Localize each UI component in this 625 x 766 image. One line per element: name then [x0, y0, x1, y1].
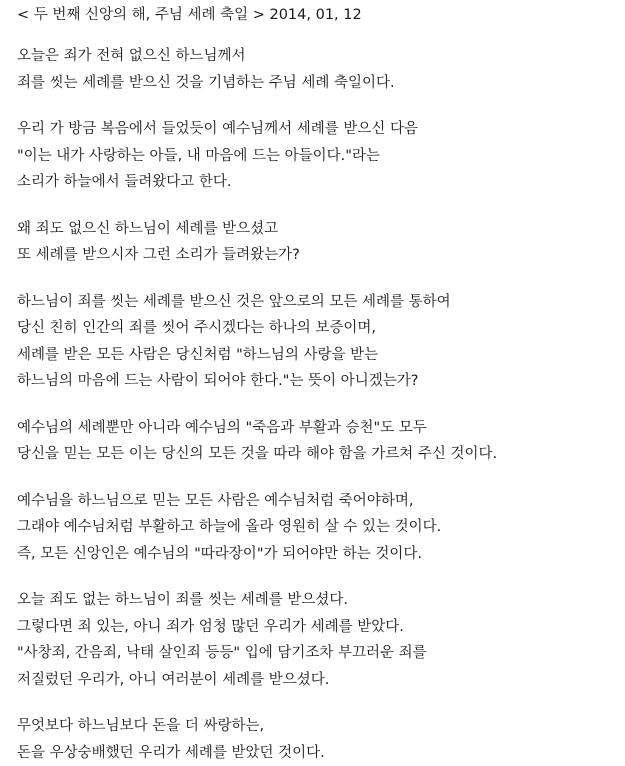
paragraph	[17, 488, 625, 568]
text-line: "이는 내가 사랑하는 아들, 내 마음에 드는 아들이다."라는	[17, 143, 625, 170]
text-line: "사창죄, 간음죄, 낙태 살인죄 등등" 입에 담기조차 부끄러운 죄를	[17, 640, 625, 667]
text-line: 오늘 죄도 없는 하느님이 죄를 씻는 세례를 받으셨다.	[17, 587, 625, 614]
paragraph	[17, 415, 625, 468]
text-line: 하느님이 죄를 씻는 세례를 받으신 것은 앞으로의 모든 세례를 통하여	[17, 289, 625, 316]
text-line: 세례를 받은 모든 사람은 당신처럼 "하느님의 사랑을 받는	[17, 342, 625, 369]
paragraph	[17, 43, 625, 96]
text-line: 저질렀던 우리가, 아니 여러분이 세례를 받으셨다.	[17, 667, 625, 694]
text-line: 또 세례를 받으시자 그런 소리가 들려왔는가?	[17, 242, 625, 269]
text-line: 오늘은 죄가 전혀 없으신 하느님께서	[17, 43, 625, 70]
text-line: 예수님을 하느님으로 믿는 모든 사람은 예수님처럼 죽어야하며,	[17, 488, 625, 515]
text-line: 즉, 모든 신앙인은 예수님의 "따라장이"가 되어야만 하는 것이다.	[17, 541, 625, 568]
text-line: 소리가 하늘에서 들려왔다고 한다.	[17, 169, 625, 196]
paragraph	[17, 116, 625, 196]
text-line: 하느님의 마음에 드는 사람이 되어야 한다."는 뜻이 아니겠는가?	[17, 368, 625, 395]
text-line: 당신 친히 인간의 죄를 씻어 주시겠다는 하나의 보증이며,	[17, 315, 625, 342]
text-line: 그렇다면 죄 있는, 아니 죄가 엄청 많던 우리가 세례를 받았다.	[17, 614, 625, 641]
text-line: 돈을 우상숭배했던 우리가 세례를 받았던 것이다.	[17, 740, 625, 766]
paragraph	[17, 216, 625, 269]
document-title: < 두 번째 신앙의 해, 주님 세례 축일 > 2014, 01, 12	[17, 5, 625, 25]
paragraph	[17, 713, 625, 766]
text-line: 죄를 씻는 세례를 받으신 것을 기념하는 주님 세례 축일이다.	[17, 70, 625, 97]
text-line: 왜 죄도 없으신 하느님이 세례를 받으셨고	[17, 216, 625, 243]
paragraph	[17, 587, 625, 693]
text-line: 당신을 믿는 모든 이는 당신의 모든 것을 따라 해야 함을 가르쳐 주신 것이다.	[17, 441, 625, 468]
text-line: 예수님의 세례뿐만 아니라 예수님의 "죽음과 부활과 승천"도 모두	[17, 415, 625, 442]
text-line: 무엇보다 하느님보다 돈을 더 싸랑하는,	[17, 713, 625, 740]
paragraph	[17, 289, 625, 395]
text-line: 그래야 예수님처럼 부활하고 하늘에 올라 영원히 살 수 있는 것이다.	[17, 514, 625, 541]
text-line: 우리 가 방금 복음에서 들었듯이 예수님께서 세례를 받으신 다음	[17, 116, 625, 143]
